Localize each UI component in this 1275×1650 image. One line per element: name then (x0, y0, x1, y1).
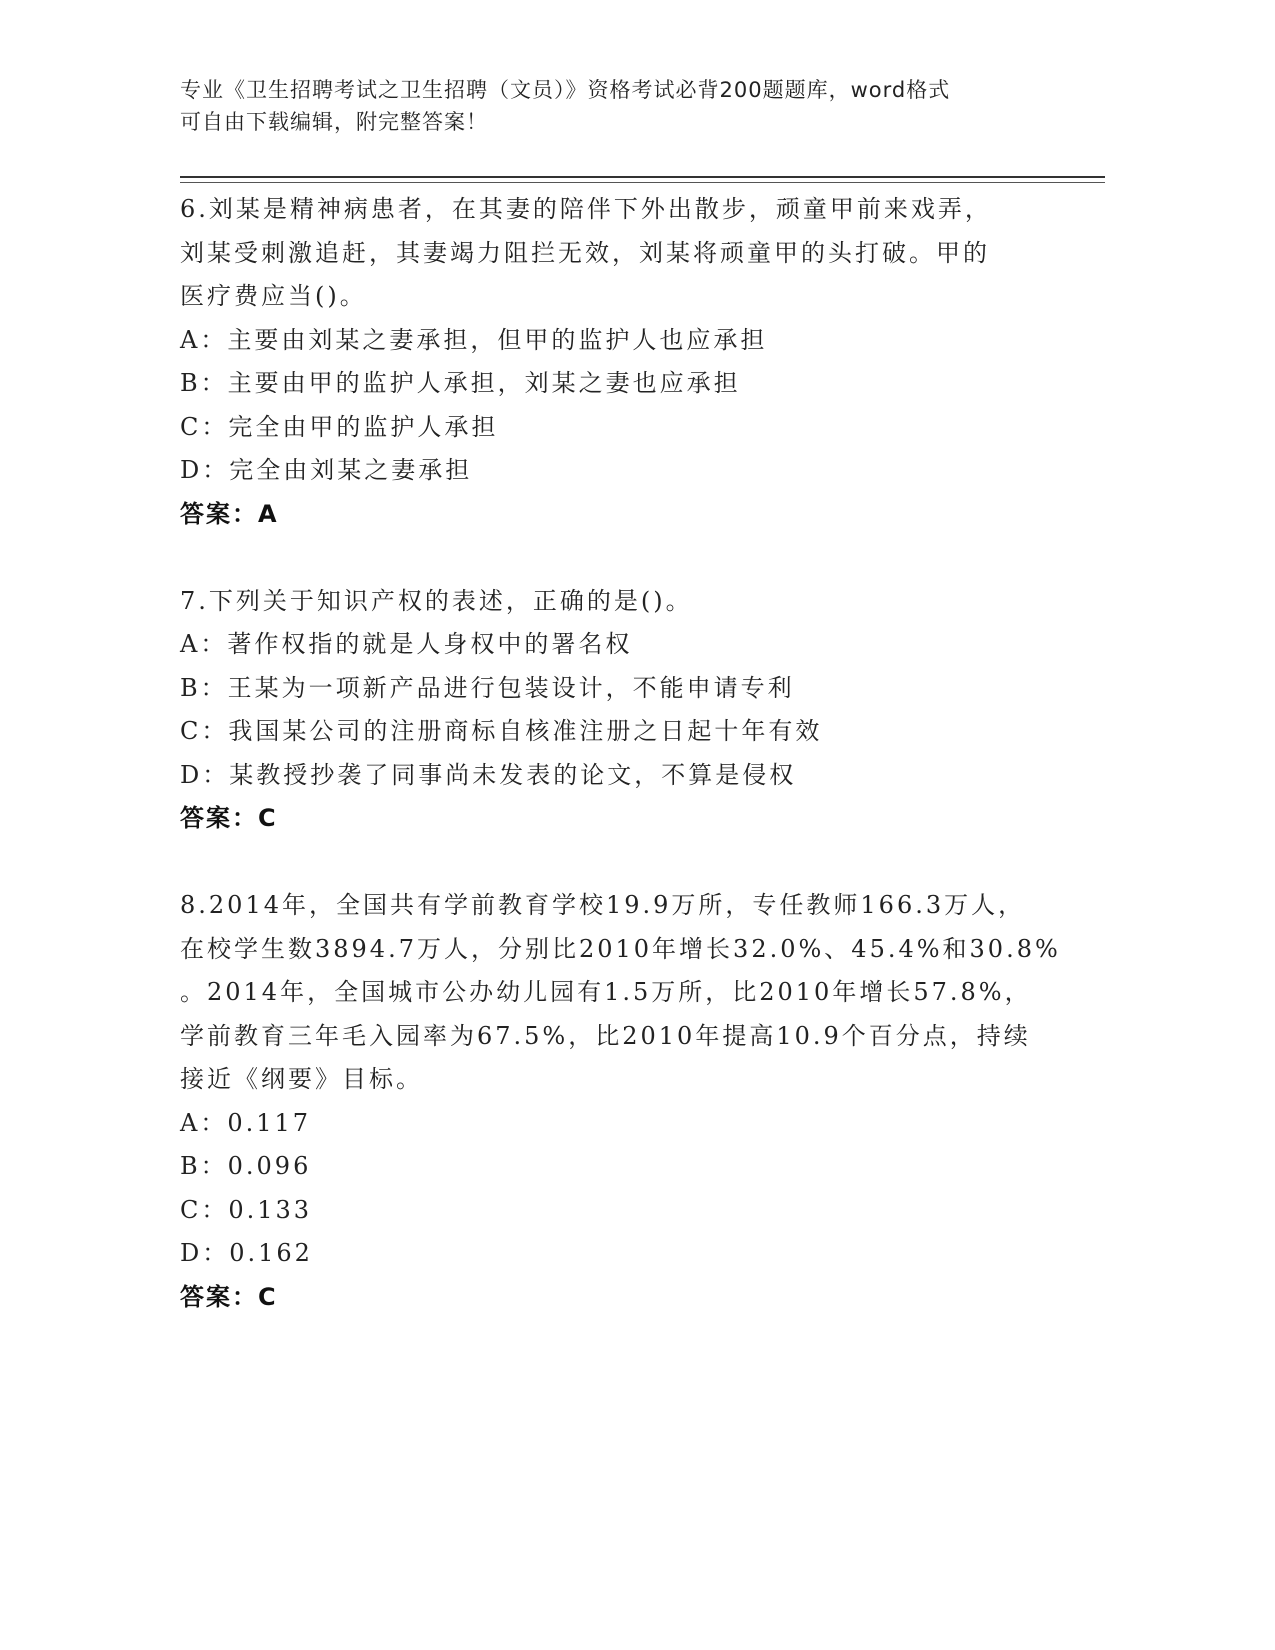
question-7-option-b: B：王某为一项新产品进行包装设计，不能申请专利 (180, 673, 795, 702)
question-8-option-b: B：0.096 (180, 1152, 312, 1180)
question-spacer (180, 841, 1080, 885)
question-7-stem-line-1: 7.下列关于知识产权的表述，正确的是()。 (180, 586, 693, 615)
question-6-option-c: C：完全由甲的监护人承担 (180, 412, 499, 441)
question-8 (180, 884, 1080, 1319)
question-8-option-c: C：0.133 (180, 1195, 313, 1224)
question-8-option-a: A：0.117 (180, 1108, 312, 1137)
question-8-option-d: D：0.162 (180, 1239, 313, 1267)
header-line-2: 可自由下载编辑，附完整答案！ (180, 110, 488, 134)
question-6-stem-line-1: 6.刘某是精神病患者，在其妻的陪伴下外出散步，顽童甲前来戏弄， (180, 195, 992, 223)
question-6-option-a: A：主要由刘某之妻承担，但甲的监护人也应承担 (180, 325, 768, 354)
question-7-option-d: D：某教授抄袭了同事尚未发表的论文，不算是侵权 (180, 760, 797, 789)
header-divider-thick (180, 176, 1105, 178)
header-line-1: 专业《卫生招聘考试之卫生招聘（文员）》资格考试必背200题题库，word格式 (180, 78, 951, 102)
header-divider-thin (180, 182, 1105, 183)
question-6 (180, 188, 1080, 536)
question-8-stem-line-3: 。2014年，全国城市公办幼儿园有1.5万所，比2010年增长57.8%， (180, 978, 1032, 1006)
question-7-option-c: C：我国某公司的注册商标自核准注册之日起十年有效 (180, 717, 823, 745)
question-8-stem-line-2: 在校学生数3894.7万人，分别比2010年增长32.0%、45.4%和30.8% (180, 934, 1061, 963)
question-8-stem-line-5: 接近《纲要》目标。 (180, 1065, 423, 1093)
question-8-stem-line-1: 8.2014年，全国共有学前教育学校19.9万所，专任教师166.3万人， (180, 891, 1026, 919)
question-8-answer: 答案：C (180, 1282, 278, 1311)
question-7-option-a: A：著作权指的就是人身权中的署名权 (180, 630, 633, 658)
question-7 (180, 580, 1080, 841)
question-list (180, 188, 1080, 1319)
document-header (180, 74, 1060, 138)
question-7-answer: 答案：C (180, 804, 278, 832)
question-6-answer: 答案：A (180, 499, 279, 528)
question-8-stem-line-4: 学前教育三年毛入园率为67.5%，比2010年提高10.9个百分点，持续 (180, 1021, 1031, 1050)
question-6-option-d: D：完全由刘某之妻承担 (180, 456, 473, 484)
question-spacer (180, 536, 1080, 580)
question-6-stem-line-2: 刘某受刺激追赶，其妻竭力阻拦无效，刘某将顽童甲的头打破。甲的 (180, 238, 990, 267)
question-6-stem-line-3: 医疗费应当()。 (180, 282, 367, 310)
question-6-option-b: B：主要由甲的监护人承担，刘某之妻也应承担 (180, 369, 741, 397)
